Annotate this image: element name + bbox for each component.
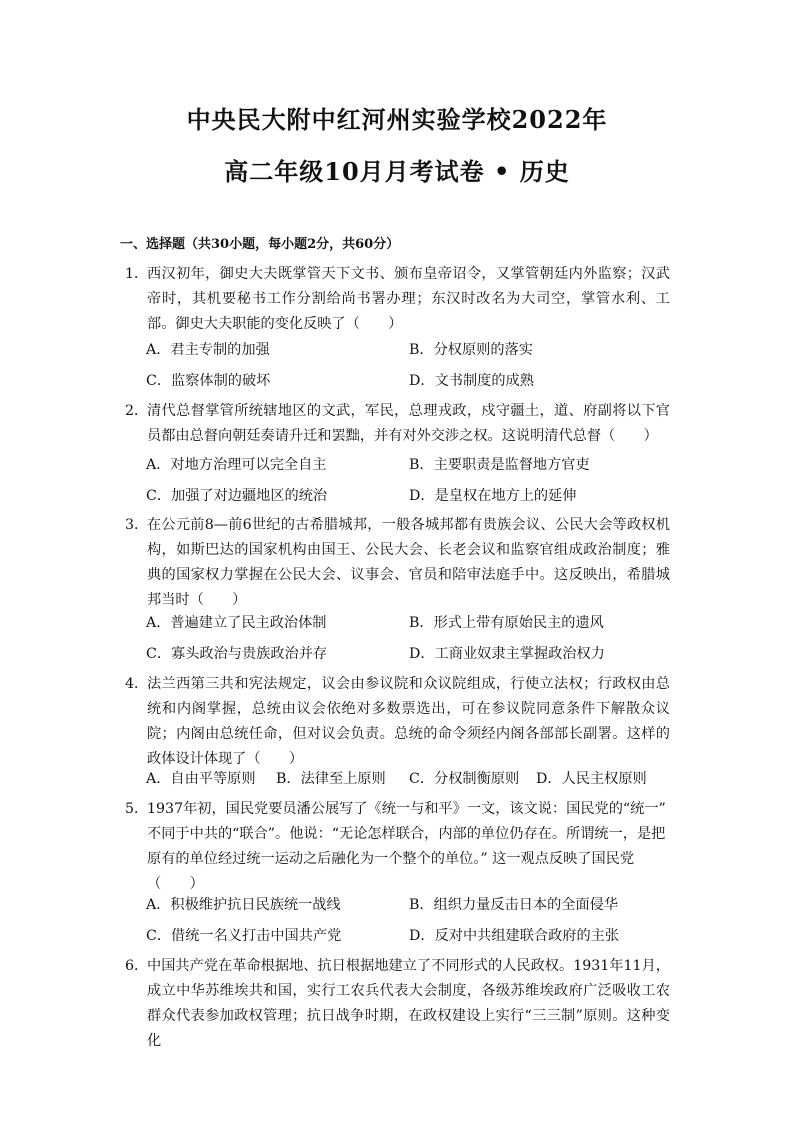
question-stem: 在公元前8—前6世纪的古希腊城邦，一般各城邦都有贵族会议、公民大会等政权机构，如斯巴达的国家机构由国王、公民大会、长老会议和监察官组成政治制度；雅典的国家权力掌握在公民大会、议事会、官员和陪审法庭手中。这反映出，希腊城邦当时（ ） [147,517,670,608]
option-c[interactable]: C．分权制衡原则 [409,771,520,787]
option-a[interactable]: A．普遍建立了民主政治体制 [146,615,327,631]
option-b[interactable]: B．分权原则的落实 [409,342,533,358]
question-1 [125,262,670,337]
option-b[interactable]: B．组织力量反击日本的全面侵华 [409,897,619,913]
question-2 [125,399,670,449]
option-d[interactable]: D．反对中共组建联合政府的主张 [409,928,620,944]
stem-line: 原有的单位经过统一运动之后融化为一个整个的单位。” 这一观点反映了国民党 [147,851,635,867]
option-c[interactable]: C．寡头政治与贵族政治并存 [146,646,328,662]
question-stem [147,797,670,897]
option-row [146,768,647,788]
stem-line: 不同于中共的“联合”。他说：“无论怎样联合，内部的单位仍存在。所谓统一，是把 [147,826,666,842]
question-5 [125,797,670,897]
question-number: 2． [125,403,149,419]
question-number: 1． [125,266,149,282]
section-header: 一、选择题（共30小题，每小题2分，共60分） [120,237,400,252]
option-a[interactable]: A．对地方治理可以完全自主 [146,457,327,473]
question-stem: 清代总督掌管所统辖地区的文武，军民，总理戎政，戍守疆土，道、府副将以下官员都由总督向朝廷奏请升迁和罢黜，并有对外交涉之权。这说明清代总督（ ） [147,403,670,444]
option-a[interactable]: A．自由平等原则 [146,771,256,787]
option-c[interactable]: C．借统一名义打击中国共产党 [146,928,342,944]
question-stem: 法兰西第三共和宪法规定，议会由参议院和众议院组成，行使立法权；行政权由总统和内阁掌握，总统由议会依绝对多数票选出，可在参议院同意条件下解散众议院；内阁由总统任命，但对议会负责。总统的命令须经内阁各部部长副署。这样的政体设计体现了（ ） [147,676,670,767]
option-b[interactable]: B．法律至上原则 [276,771,386,787]
option-b[interactable]: B．主要职责是监督地方官吏 [409,457,590,473]
stem-line: 1937年初，国民党要员潘公展写了《统一与和平》一文，该文说：国民党的“统一” [147,801,666,817]
stem-line: （ ） [147,876,204,892]
option-c[interactable]: C．监察体制的破坏 [146,373,271,389]
question-number: 6． [125,958,149,974]
question-4 [125,672,670,772]
option-d[interactable]: D．文书制度的成熟 [409,373,534,389]
question-stem: 中国共产党在革命根据地、抗日根据地建立了不同形式的人民政权。1931年11月，成立中华苏维埃共和国，实行工农兵代表大会制度，各级苏维埃政府广泛吸收工农群众代表参加政权管理；抗日战争时期，在政权建设上实行“三三制”原则。这种变化 [147,958,670,1049]
option-c[interactable]: C．加强了对边疆地区的统治 [146,488,328,504]
question-6 [125,954,670,1054]
option-b[interactable]: B．形式上带有原始民主的遗风 [409,615,604,631]
exam-title-line2: 高二年级10月月考试卷 • 历史 [224,157,570,186]
question-number: 4． [125,676,149,692]
question-number: 5． [125,801,149,817]
option-a[interactable]: A．积极维护抗日民族统一战线 [146,897,341,913]
option-a[interactable]: A．君主专制的加强 [146,342,270,358]
question-stem: 西汉初年，御史大夫既掌管天下文书、颁布皇帝诏令，又掌管朝廷内外监察；汉武帝时，其机要秘书工作分割给尚书署办理；东汉时改名为大司空，掌管水利、工部。御史大夫职能的变化反映了（ ） [147,266,670,332]
option-d[interactable]: D．人民主权原则 [536,771,647,787]
option-d[interactable]: D．是皇权在地方上的延伸 [409,488,577,504]
exam-title-line1: 中央民大附中红河州实验学校2022年 [186,105,608,134]
option-d[interactable]: D．工商业奴隶主掌握政治权力 [409,646,605,662]
question-number: 3． [125,517,149,533]
question-3 [125,513,670,613]
